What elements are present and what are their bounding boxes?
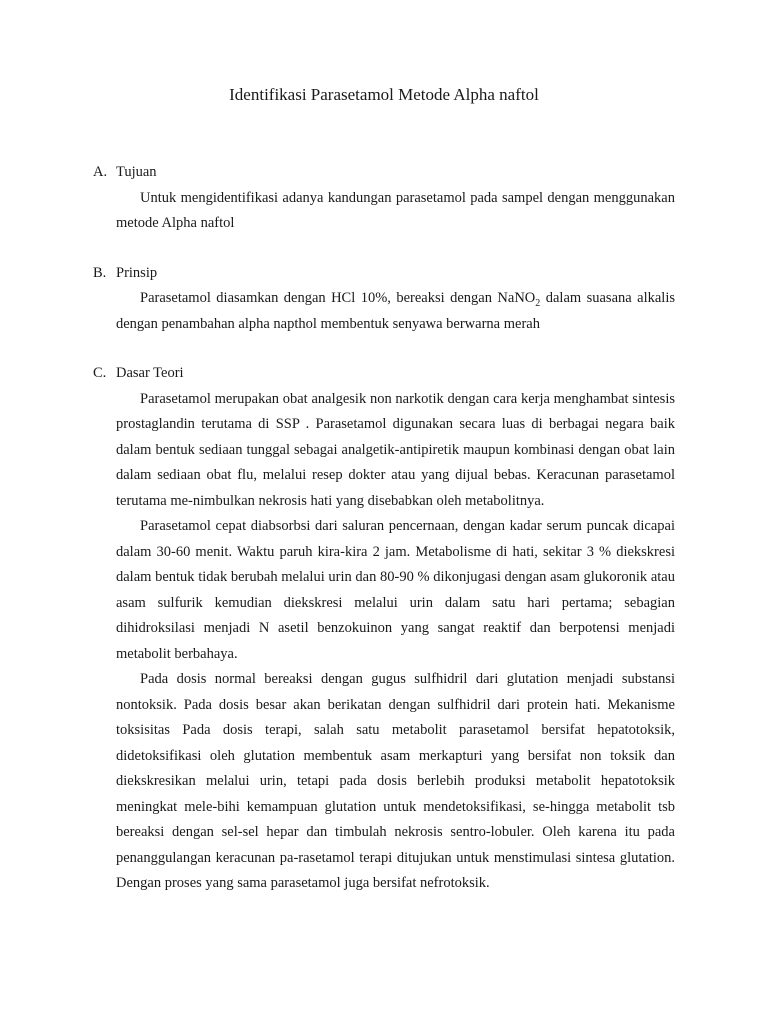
section-letter: B. bbox=[93, 264, 107, 281]
subscript: 2 bbox=[535, 297, 541, 309]
paragraph: Parasetamol cepat diabsorbsi dari saluran pencernaan, dengan kadar serum puncak dicapai dalam 30-60 menit. Waktu paruh kira-kira 2 jam. Metabolisme di hati, sekitar 3 % diekskresi dalam bentuk tidak berubah melalui urin dan 80-90 % dikonjugasi dengan asam glukoronik atau asam sulfurik kemudian diekskresi melalui urin dalam satu hari pertama; sebagian dihidroksilasi menjadi N asetil benzokuinon yang sangat reaktif dan berpotensi menjadi metabolit berbahaya. bbox=[116, 518, 675, 662]
paragraph bbox=[116, 286, 675, 337]
section-letter: C. bbox=[93, 365, 107, 381]
section-body bbox=[93, 387, 675, 897]
section-prinsip bbox=[93, 261, 675, 338]
section-dasar-teori bbox=[93, 361, 675, 897]
paragraph-text: Parasetamol diasamkan dengan HCl 10%, bereaksi dengan NaNO bbox=[140, 290, 536, 306]
section-letter: A. bbox=[93, 164, 108, 180]
paragraph: Untuk mengidentifikasi adanya kandungan parasetamol pada sampel dengan menggunakan metode Alpha naftol bbox=[116, 189, 675, 231]
document-title: Identifikasi Parasetamol Metode Alpha naftol bbox=[229, 85, 539, 104]
paragraph: Parasetamol merupakan obat analgesik non narkotik dengan cara kerja menghambat sintesis prostaglandin terutama di SSP . Parasetamol digunakan secara luas di berbagai negara baik dalam bentuk sediaan tunggal sebagai analgetik-antipiretik maupun kombinasi dengan obat lain dalam sediaan obat flu, melalui resep dokter atau yang dijual bebas. Keracunan parasetamol terutama me-nimbulkan nekrosis hati yang disebabkan oleh metabolitnya. bbox=[116, 390, 675, 509]
section-tujuan bbox=[93, 160, 675, 237]
section-title: Prinsip bbox=[116, 264, 158, 281]
section-title: Tujuan bbox=[116, 164, 157, 180]
section-body bbox=[93, 286, 675, 337]
section-title: Dasar Teori bbox=[116, 365, 184, 381]
paragraph-text: dalam suasana alkalis dengan penambahan alpha napthol membentuk senyawa berwarna merah bbox=[116, 290, 675, 332]
section-heading bbox=[93, 261, 675, 287]
section-heading bbox=[93, 361, 675, 387]
section-heading bbox=[93, 160, 675, 186]
section-body bbox=[93, 186, 675, 237]
paragraph: Pada dosis normal bereaksi dengan gugus sulfhidril dari glutation menjadi substansi nontoksik. Pada dosis besar akan berikatan dengan sulfhidril dari protein hati. Mekanisme toksisitas Pada dosis terapi, salah satu metabolit parasetamol bersifat hepatotoksik, didetoksifikasi oleh glutation membentuk asam merkapturi yang bersifat non toksik dan diekskresikan melalui urin, tetapi pada dosis berlebih produksi metabolit hepatotoksik meningkat mele-bihi kemampuan glutation untuk mendetoksifikasi, se-hingga metabolit tsb bereaksi dengan sel-sel hepar dan timbulah nekrosis sentro-lobuler. Oleh karena itu pada penanggulangan keracunan pa-rasetamol terapi ditujukan untuk menstimulasi sintesa glutation. Dengan proses yang sama parasetamol juga bersifat nefrotoksik. bbox=[116, 671, 675, 891]
